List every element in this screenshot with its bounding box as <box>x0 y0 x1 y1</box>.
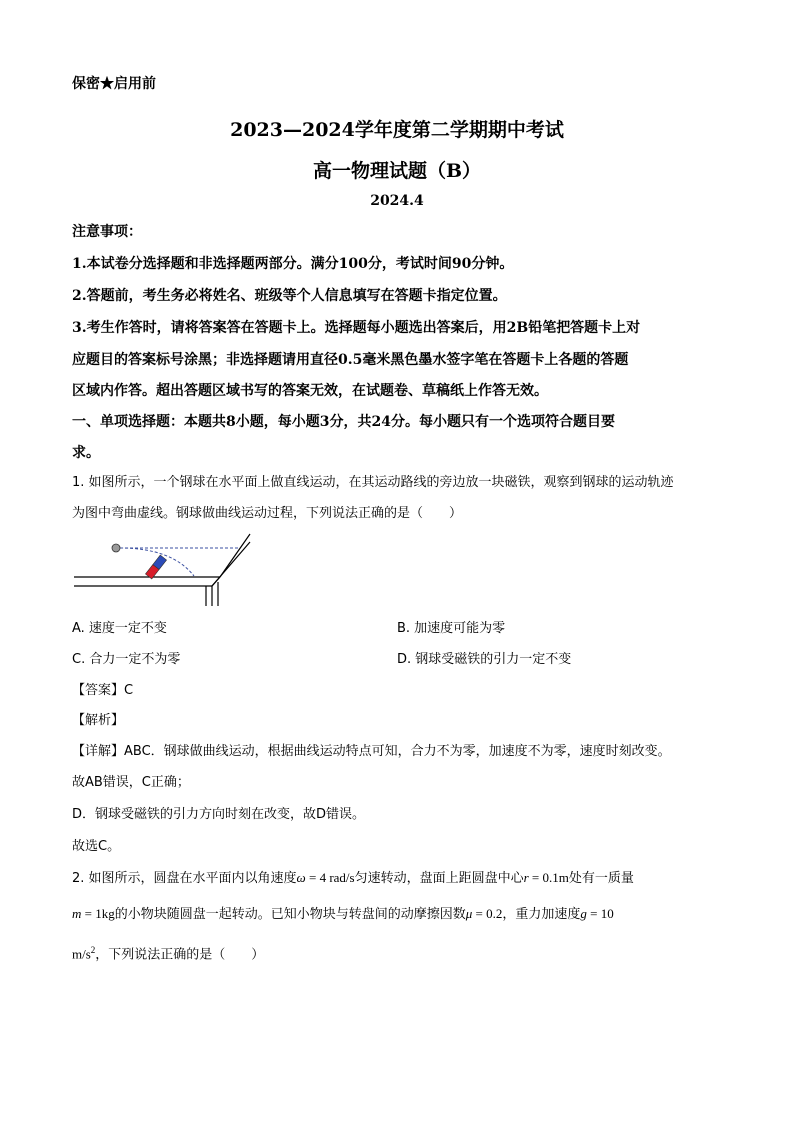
q1-option-b: B. 加速度可能为零 <box>397 621 506 636</box>
q1-option-c: C. 合力一定不为零 <box>72 652 181 667</box>
gravity-value: = 10 <box>586 906 614 921</box>
q2-text: ，重力加速度 <box>502 907 581 922</box>
q2-stem-line-1 <box>72 868 634 889</box>
q1-answer: 【答案】C <box>72 683 134 698</box>
exam-title: 2023—2024学年度第二学期期中考试 <box>230 119 564 141</box>
q1-figure-table-magnet <box>72 530 262 610</box>
q2-text: 的小物块随圆盘一起转动。已知小物块与转盘间的动摩擦因数 <box>114 907 466 922</box>
q2-text: ，下列说法正确的是（ ） <box>95 947 265 963</box>
notice-item-1: 1.本试卷分选择题和非选择题两部分。满分100分，考试时间90分钟。 <box>72 256 514 272</box>
q1-detail-line-1: 【详解】ABC．钢球做曲线运动，根据曲线运动特点可知，合力不为零，加速度不为零，速度时刻改变。 <box>72 744 671 759</box>
mass-symbol: m <box>72 906 82 921</box>
q2-stem-line-3 <box>72 940 264 965</box>
q2-text: 匀速转动，盘面上距圆盘中心 <box>354 871 524 886</box>
notice-item-3-line-2: 应题目的答案标号涂黑；非选择题请用直径0.5毫米黑色墨水签字笔在答题卡上各题的答题 <box>72 352 629 368</box>
q1-detail-line-3: D．钢球受磁铁的引力方向时刻在改变，故D错误。 <box>72 807 366 822</box>
mu-value: = 0.2 <box>472 906 503 921</box>
q1-analysis-label: 【解析】 <box>72 713 125 728</box>
q2-stem-line-2 <box>72 904 614 925</box>
steel-ball <box>112 544 120 552</box>
gravity-unit-exponent: 2 <box>90 945 96 955</box>
notice-item-2: 2.答题前，考生务必将姓名、班级等个人信息填写在答题卡指定位置。 <box>72 288 507 304</box>
section-heading-line-2: 求。 <box>72 445 100 461</box>
q1-detail-line-2: 故AB错误，C正确； <box>72 775 190 790</box>
section-heading-line-1: 一、单项选择题：本题共8小题，每小题3分，共24分。每小题只有一个选项符合题目要 <box>72 414 615 430</box>
q1-stem-line-1: 1. 如图所示，一个钢球在水平面上做直线运动，在其运动路线的旁边放一块磁铁，观察到钢球的运动轨迹 <box>72 475 674 490</box>
q2-text: 2. 如图所示，圆盘在水平面内以角速度 <box>72 871 297 886</box>
q1-option-a: A. 速度一定不变 <box>72 621 167 636</box>
omega-value: = 4 rad/s <box>305 870 355 885</box>
radius-symbol: r <box>523 870 529 885</box>
magnet <box>145 555 166 579</box>
notice-item-3-line-1: 3.考生作答时，请将答案答在答题卡上。选择题每小题选出答案后，用2B铅笔把答题卡上对 <box>72 320 641 336</box>
radius-value: = 0.1m <box>528 870 569 885</box>
gravity-symbol: g <box>580 906 587 921</box>
q1-conclusion: 故选C。 <box>72 839 121 854</box>
q1-option-d: D. 钢球受磁铁的引力一定不变 <box>397 652 572 667</box>
omega-symbol: ω <box>296 870 306 885</box>
notice-heading: 注意事项： <box>72 224 142 240</box>
exam-date: 2024.4 <box>370 193 424 209</box>
notice-item-3-line-3: 区域内作答。超出答题区域书写的答案无效，在试题卷、草稿纸上作答无效。 <box>72 383 548 399</box>
q2-text: 处有一质量 <box>568 871 634 886</box>
gravity-unit: m/s <box>72 946 91 962</box>
mass-value: = 1kg <box>81 906 115 921</box>
confidential-mark: 保密★启用前 <box>72 76 156 92</box>
q1-stem-line-2: 为图中弯曲虚线。钢球做曲线运动过程，下列说法正确的是（ ） <box>72 506 463 521</box>
exam-subtitle: 高一物理试题（B） <box>312 160 482 182</box>
mu-symbol: μ <box>465 906 473 921</box>
